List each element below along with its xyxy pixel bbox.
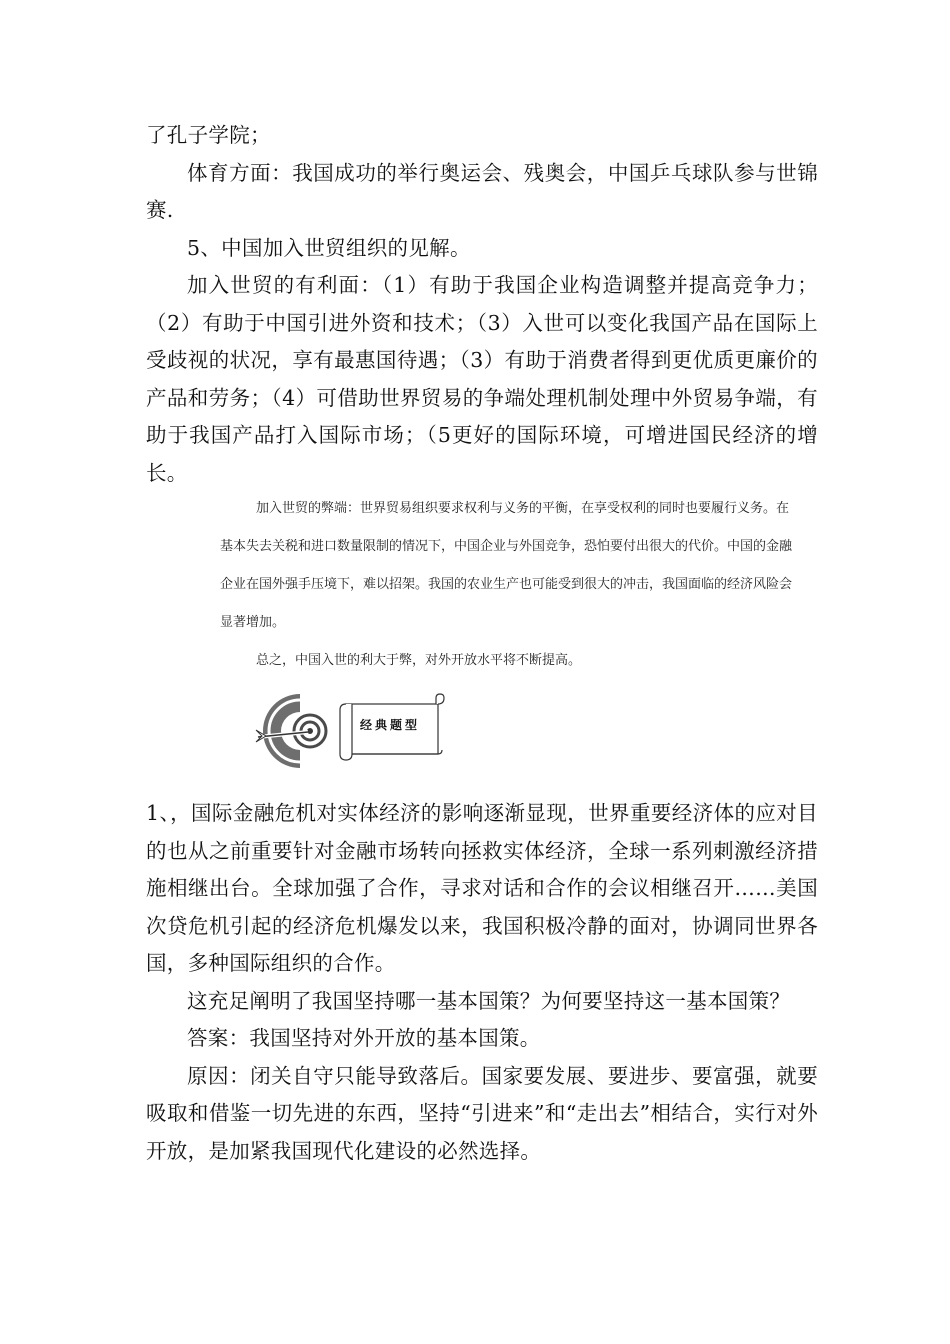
text-section-question: [146, 795, 818, 1170]
paragraph-answer: 答案：我国坚持对外开放的基本国策。: [187, 1026, 541, 1050]
paragraph-sports: 体育方面：我国成功的举行奥运会、残奥会，中国乒乓球队参与世锦赛.: [146, 160, 818, 222]
paragraph-confucius-institute: 了孔子学院；: [146, 123, 271, 147]
text-section-wto-advantages: [146, 117, 818, 492]
banner-label: 经典题型: [359, 718, 420, 732]
target-dart-icon: [256, 694, 326, 768]
paragraph-wto-disadvantages: 加入世贸的弊端：世界贸易组织要求权利与义务的平衡，在享受权利的同时也要履行义务。在基本失去关税和进口数量限制的情况下，中国企业与外国竞争，恐怕要付出很大的代价。中国的金融企业在国外强手压境下，难以招架。我国的农业生产也可能受到很大的冲击，我国面临的经济风险会显著增加。: [220, 501, 793, 630]
scanned-wto-disadvantages-image: [220, 490, 800, 688]
paragraph-wto-conclusion: 总之，中国入世的利大于弊，对外开放水平将不断提高。: [256, 653, 582, 668]
paragraph-reason: 原因：闭关自守只能导致落后。国家要发展、要进步、要富强，就要吸取和借鉴一切先进的东西，坚持“引进来”和“走出去”相结合，实行对外开放，是加紧我国现代化建设的必然选择。: [146, 1063, 818, 1163]
paragraph-question-intro: 1、，国际金融危机对实体经济的影响逐渐显现，世界重要经济体的应对目的也从之前重要针对金融市场转向拯救实体经济，全球一系列刺激经济措施相继出台。全球加强了合作，寻求对话和合作的会议相继召开……美国次贷危机引起的经济危机爆发以来，我国积极冷静的面对，协调同世界各国，多种国际组织的合作。: [146, 801, 818, 975]
heading-wto-views: 5、中国加入世贸组织的见解。: [187, 235, 471, 260]
paragraph-wto-advantages: 加入世贸的有利面：（1）有助于我国企业构造调整并提高竞争力；（2）有助于中国引进外资和技术；（3）入世可以变化我国产品在国际上受歧视的状况，享有最惠国待遇；（3）有助于消费者得到更优质更廉价的产品和劳务；（4）可借助世界贸易的争端处理机制处理中外贸易争端，有助于我国产品打入国际市场；（5更好的国际环境，可增进国民经济的增长。: [146, 273, 818, 485]
paragraph-question: 这充足阐明了我国坚持哪一基本国策？为何要坚持这一基本国策？: [187, 988, 791, 1013]
